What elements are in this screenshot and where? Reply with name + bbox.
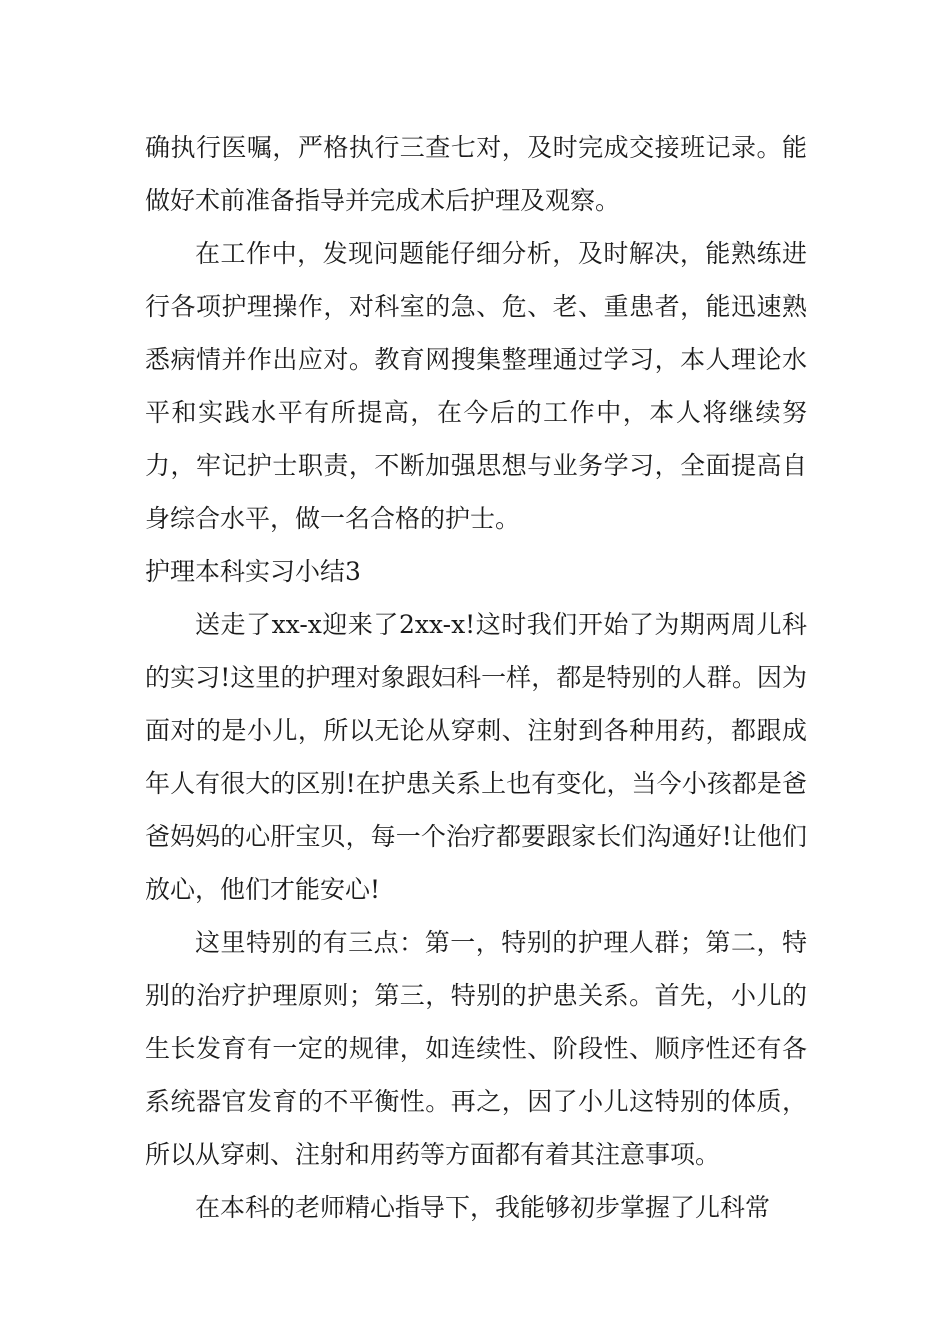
paragraph-work-summary: 在工作中，发现问题能仔细分析，及时解决，能熟练进行各项护理操作，对科室的急、危、老、重患者，能迅速熟悉病情并作出应对。教育网搜集整理通过学习，本人理论水平和实践水平有所提高，在今后的工作中，本人将继续努力，牢记护士职责，不断加强思想与业务学习，全面提高自身综合水平，做一名合格的护士。 [145,239,807,533]
document-body [145,121,807,1234]
section-title: 护理本科实习小结3 [145,557,361,586]
paragraph-guidance: 在本科的老师精心指导下，我能够初步掌握了儿科常 [195,1193,771,1222]
paragraph-three-points: 这里特别的有三点：第一，特别的护理人群；第二，特别的治疗护理原则；第三，特别的护患关系。首先，小儿的生长发育有一定的规律，如连续性、阶段性、顺序性还有各系统器官发育的不平衡性。再之，因了小儿这特别的体质，所以从穿刺、注射和用药等方面都有着其注意事项。 [145,928,807,1169]
paragraph-pediatrics-intro: 送走了xx-x迎来了2xx-x!这时我们开始了为期两周儿科的实习!这里的护理对象跟妇科一样，都是特别的人群。因为面对的是小儿，所以无论从穿刺、注射到各种用药，都跟成年人有很大的区别!在护患关系上也有变化，当今小孩都是爸爸妈妈的心肝宝贝，每一个治疗都要跟家长们沟通好!让他们放心，他们才能安心! [145,610,807,904]
paragraph-continuation: 确执行医嘱，严格执行三查七对，及时完成交接班记录。能做好术前准备指导并完成术后护理及观察。 [145,133,807,215]
